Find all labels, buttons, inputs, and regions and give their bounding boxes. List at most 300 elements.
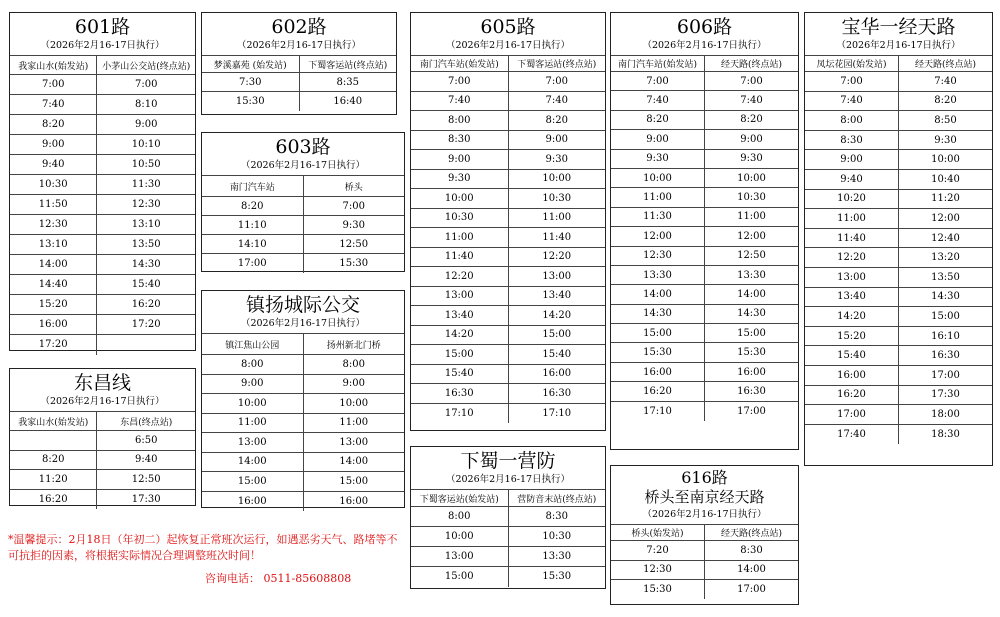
departure-time: 13:40: [411, 306, 508, 326]
table-row: [805, 150, 992, 170]
return-time: 13:00: [508, 267, 605, 287]
timetable-title: 603路: [275, 136, 331, 158]
return-time: 10:30: [705, 188, 799, 207]
departure-time: 11:50: [10, 195, 97, 215]
return-time: 7:40: [899, 72, 993, 92]
return-time: 12:00: [899, 209, 993, 229]
departure-time: 8:00: [805, 111, 899, 131]
table-row: [611, 541, 798, 561]
table-row: [611, 362, 798, 381]
departure-time: 15:20: [10, 295, 97, 315]
table-row: [611, 401, 798, 420]
header-row: [10, 56, 195, 75]
table-row: [611, 91, 798, 110]
timetable-zhenyang: [201, 290, 405, 508]
departure-time: 16:30: [411, 384, 508, 404]
return-time: 13:50: [899, 267, 993, 287]
terminal-station-header: 扬州新北门桥: [303, 334, 404, 355]
notice-tip: *温馨提示：2月18日（年初二）起恢复正常班次运行，如遇恶劣天气、路堵等不可抗拒的因素，将根据实际情况合理调整班次时间！: [8, 533, 398, 562]
terminal-station-header: 东昌(终点站): [97, 412, 195, 431]
return-time: 10:10: [97, 135, 195, 155]
return-time: 8:35: [299, 73, 396, 92]
timetable-subtitle: （2026年2月16-17日执行）: [836, 40, 961, 51]
departure-time: 12:30: [611, 560, 705, 580]
table-row: [805, 72, 992, 92]
table-row: [10, 75, 195, 95]
return-time: 13:20: [899, 248, 993, 268]
departure-time: 8:30: [805, 130, 899, 150]
departure-time: 11:00: [202, 413, 303, 433]
departure-time: 13:00: [411, 547, 508, 567]
departure-time: [10, 431, 97, 451]
departure-time: 15:40: [805, 346, 899, 366]
departure-time: 11:00: [611, 188, 705, 207]
table-row: [805, 130, 992, 150]
table-row: [411, 267, 605, 287]
table-row: [411, 547, 605, 567]
table-row: [202, 92, 396, 111]
departure-time: 14:00: [202, 452, 303, 472]
terminal-station-header: 桥头: [303, 176, 404, 197]
departure-time: 12:20: [805, 248, 899, 268]
departure-time: 7:00: [611, 72, 705, 91]
departure-time: 9:00: [805, 150, 899, 170]
table-row: [10, 95, 195, 115]
header-row: [202, 56, 396, 73]
return-time: 12:50: [303, 235, 404, 254]
return-time: 8:10: [97, 95, 195, 115]
return-time: 8:20: [899, 91, 993, 111]
table-row: [10, 115, 195, 135]
return-time: 7:00: [303, 197, 404, 216]
departure-time: 14:20: [411, 325, 508, 345]
table-row: [805, 189, 992, 209]
timetable-xiashu: [410, 446, 606, 589]
return-time: 9:30: [508, 150, 605, 170]
return-time: 16:00: [508, 364, 605, 384]
return-time: 12:20: [508, 247, 605, 267]
return-time: 11:00: [508, 208, 605, 228]
departure-time: 11:30: [611, 207, 705, 226]
departure-time: 17:00: [805, 405, 899, 425]
return-time: 9:00: [97, 115, 195, 135]
header-row: [202, 334, 404, 355]
departure-time: 9:40: [10, 155, 97, 175]
table-row: [202, 73, 396, 92]
departure-time: 17:00: [202, 254, 303, 273]
departure-time: 8:20: [10, 450, 97, 470]
return-time: 16:30: [705, 382, 799, 401]
table-row: [411, 567, 605, 587]
departure-time: 8:00: [411, 111, 508, 131]
timetable-subtitle: （2026年2月16-17日执行）: [445, 474, 571, 485]
return-time: 17:30: [899, 385, 993, 405]
table-row: [10, 431, 195, 451]
departure-time: 12:00: [611, 227, 705, 246]
departure-time: 12:20: [411, 267, 508, 287]
return-time: 16:00: [705, 362, 799, 381]
header-row: [805, 56, 992, 72]
header-row: [611, 525, 798, 541]
table-row: [411, 527, 605, 547]
table-row: [202, 235, 404, 254]
table-row: [10, 235, 195, 255]
return-time: 17:20: [97, 315, 195, 335]
table-row: [411, 345, 605, 365]
departure-station-header: 凤坛花园(始发站): [805, 56, 899, 72]
header-row: [411, 56, 605, 72]
departure-time: 13:00: [805, 267, 899, 287]
return-time: 15:30: [705, 343, 799, 362]
return-time: 17:30: [97, 489, 195, 509]
departure-time: 14:10: [202, 235, 303, 254]
table-row: [411, 208, 605, 228]
return-time: 10:50: [97, 155, 195, 175]
return-time: 14:30: [705, 304, 799, 323]
timetable-subtitle: （2026年2月16-17日执行）: [240, 318, 366, 329]
schedule-table: [202, 55, 396, 111]
departure-time: 17:10: [411, 403, 508, 423]
return-time: 16:40: [299, 92, 396, 111]
table-row: [805, 91, 992, 111]
departure-time: 13:30: [611, 265, 705, 284]
table-row: [611, 110, 798, 129]
return-time: 18:30: [899, 424, 993, 444]
return-time: 13:30: [508, 547, 605, 567]
departure-time: 14:30: [611, 304, 705, 323]
departure-time: 7:20: [611, 541, 705, 561]
departure-time: 10:30: [411, 208, 508, 228]
schedule-table: [202, 175, 404, 273]
schedule-table: [805, 55, 992, 444]
return-time: 10:00: [303, 394, 404, 414]
table-row: [805, 405, 992, 425]
timetable-subtitle: （2026年2月16-17日执行）: [236, 40, 362, 51]
table-row: [411, 403, 605, 423]
schedule-table: [411, 55, 605, 423]
return-time: 10:40: [899, 169, 993, 189]
departure-time: 16:20: [10, 489, 97, 509]
departure-station-header: 南门汽车站(始发站): [611, 56, 705, 72]
return-time: 8:30: [508, 507, 605, 527]
departure-time: 12:30: [611, 246, 705, 265]
table-row: [611, 285, 798, 304]
departure-station-header: 南门汽车站(始发站): [411, 56, 508, 72]
schedule-table: [10, 411, 195, 509]
terminal-station-header: 经天路(终点站): [705, 56, 799, 72]
table-row: [10, 275, 195, 295]
departure-time: 14:20: [805, 307, 899, 327]
return-time: 9:40: [97, 450, 195, 470]
departure-station-header: 梦溪嘉苑 (始发站): [202, 56, 299, 73]
departure-time: 16:00: [611, 362, 705, 381]
departure-time: 9:40: [805, 169, 899, 189]
departure-time: 7:40: [611, 91, 705, 110]
table-row: [805, 385, 992, 405]
return-time: 18:00: [899, 405, 993, 425]
return-time: 15:00: [508, 325, 605, 345]
header-row: [202, 176, 404, 197]
return-time: 14:00: [705, 285, 799, 304]
departure-time: 17:40: [805, 424, 899, 444]
return-time: 10:30: [508, 527, 605, 547]
departure-time: 15:00: [202, 472, 303, 492]
table-row: [611, 149, 798, 168]
table-row: [411, 228, 605, 248]
timetable-subtitle: （2026年2月16-17日执行）: [642, 40, 767, 51]
timetable-title: 606路: [676, 16, 733, 38]
table-row: [611, 560, 798, 580]
table-row: [611, 324, 798, 343]
return-time: 12:00: [705, 227, 799, 246]
table-row: [611, 207, 798, 226]
departure-time: 8:20: [611, 110, 705, 129]
departure-time: 17:20: [10, 335, 97, 355]
departure-time: 15:00: [411, 345, 508, 365]
table-row: [10, 315, 195, 335]
table-row: [805, 287, 992, 307]
timetable-title: 宝华一经天路: [841, 16, 956, 38]
table-row: [10, 155, 195, 175]
timetable-title: 605路: [480, 16, 536, 38]
return-time: 17:00: [705, 401, 799, 420]
table-row: [611, 72, 798, 91]
departure-time: 13:40: [805, 287, 899, 307]
terminal-station-header: 经天路(终点站): [705, 525, 799, 541]
timetable-subtitle: （2026年2月16-17日执行）: [642, 509, 767, 520]
table-row: [805, 111, 992, 131]
departure-time: 17:10: [611, 401, 705, 420]
departure-time: 9:00: [202, 374, 303, 394]
timetable-605: [410, 12, 606, 431]
timetable-baohua: [804, 12, 993, 466]
table-row: [411, 169, 605, 189]
table-row: [805, 267, 992, 287]
return-time: 13:40: [508, 286, 605, 306]
timetable-601: [9, 12, 196, 351]
table-row: [611, 580, 798, 600]
return-time: 7:00: [705, 72, 799, 91]
departure-time: 15:00: [611, 324, 705, 343]
departure-time: 7:30: [202, 73, 299, 92]
table-row: [805, 307, 992, 327]
departure-time: 14:40: [10, 275, 97, 295]
timetable-subtitle: （2026年2月16-17日执行）: [40, 40, 165, 51]
table-row: [411, 325, 605, 345]
table-row: [202, 452, 404, 472]
table-row: [10, 295, 195, 315]
table-row: [611, 246, 798, 265]
table-row: [611, 304, 798, 323]
return-time: 9:00: [705, 130, 799, 149]
departure-time: 10:00: [411, 189, 508, 209]
return-time: 9:00: [303, 374, 404, 394]
return-time: 16:30: [508, 384, 605, 404]
table-row: [805, 326, 992, 346]
departure-time: 13:00: [411, 286, 508, 306]
timetable-603: [201, 132, 405, 272]
departure-time: 7:40: [10, 95, 97, 115]
table-row: [805, 248, 992, 268]
timetable-title: 下蜀一营防: [460, 450, 556, 472]
table-row: [611, 130, 798, 149]
departure-time: 11:20: [10, 470, 97, 490]
return-time: 15:30: [508, 567, 605, 587]
return-time: 14:00: [303, 452, 404, 472]
departure-time: 11:00: [805, 209, 899, 229]
departure-time: 9:00: [10, 135, 97, 155]
table-row: [611, 168, 798, 187]
table-row: [202, 394, 404, 414]
timetable-title: 镇扬城际公交: [245, 294, 360, 316]
departure-time: 16:20: [805, 385, 899, 405]
table-row: [411, 111, 605, 131]
table-row: [611, 227, 798, 246]
departure-time: 7:40: [411, 91, 508, 111]
return-time: 17:00: [899, 365, 993, 385]
return-time: 7:00: [508, 72, 605, 92]
terminal-station-header: 下蜀客运站(终点站): [508, 56, 605, 72]
return-time: 14:00: [705, 560, 799, 580]
timetable-title-route: 桥头至南京经天路: [644, 488, 765, 506]
table-row: [10, 175, 195, 195]
return-time: 13:30: [705, 265, 799, 284]
table-row: [611, 343, 798, 362]
timetable-title: 616路: [681, 468, 728, 487]
table-row: [10, 450, 195, 470]
table-row: [202, 433, 404, 453]
return-time: 11:00: [303, 413, 404, 433]
schedule-table: [611, 524, 798, 599]
departure-station-header: 我家山水(始发站): [10, 56, 97, 75]
return-time: 8:20: [705, 110, 799, 129]
table-row: [411, 306, 605, 326]
table-row: [202, 355, 404, 375]
timetable-title: 602路: [271, 16, 327, 38]
departure-time: 16:00: [805, 365, 899, 385]
return-time: 7:00: [97, 75, 195, 95]
table-row: [805, 365, 992, 385]
table-row: [411, 247, 605, 267]
departure-station-header: 桥头(始发站): [611, 525, 705, 541]
return-time: 7:40: [705, 91, 799, 110]
departure-time: 9:30: [411, 169, 508, 189]
header-row: [411, 490, 605, 507]
return-time: 15:00: [899, 307, 993, 327]
table-row: [611, 188, 798, 207]
return-time: 10:00: [508, 169, 605, 189]
departure-time: 15:00: [411, 567, 508, 587]
departure-time: 15:30: [202, 92, 299, 111]
departure-station-header: 我家山水(始发站): [10, 412, 97, 431]
table-row: [411, 507, 605, 527]
departure-time: 9:00: [411, 150, 508, 170]
terminal-station-header: 小茅山公交站(终点站): [97, 56, 195, 75]
return-time: 9:30: [303, 216, 404, 235]
departure-time: 9:00: [611, 130, 705, 149]
return-time: 8:30: [705, 541, 799, 561]
return-time: 9:00: [508, 130, 605, 150]
departure-time: 7:00: [805, 72, 899, 92]
departure-time: 15:30: [611, 343, 705, 362]
schedule-table: [411, 489, 605, 587]
return-time: 15:40: [97, 275, 195, 295]
return-time: 11:30: [97, 175, 195, 195]
return-time: 12:30: [97, 195, 195, 215]
header-row: [10, 412, 195, 431]
table-row: [10, 335, 195, 355]
departure-time: 10:00: [611, 168, 705, 187]
table-row: [411, 286, 605, 306]
return-time: 13:10: [97, 215, 195, 235]
schedule-table: [202, 333, 404, 511]
departure-time: 14:00: [611, 285, 705, 304]
departure-time: 16:00: [202, 491, 303, 511]
departure-time: 16:00: [10, 315, 97, 335]
header-row: [611, 56, 798, 72]
departure-time: 10:00: [411, 527, 508, 547]
return-time: 8:50: [899, 111, 993, 131]
return-time: 11:00: [705, 207, 799, 226]
table-row: [10, 215, 195, 235]
departure-time: 16:20: [611, 382, 705, 401]
schedule-table: [611, 55, 798, 421]
return-time: 12:50: [705, 246, 799, 265]
return-time: 13:00: [303, 433, 404, 453]
departure-time: 10:20: [805, 189, 899, 209]
return-time: 15:40: [508, 345, 605, 365]
return-time: 11:20: [899, 189, 993, 209]
table-row: [411, 72, 605, 92]
schedule-table: [10, 55, 195, 355]
terminal-station-header: 下蜀客运站(终点站): [299, 56, 396, 73]
timetable-616: [610, 465, 799, 605]
timetable-subtitle: （2026年2月16-17日执行）: [445, 40, 571, 51]
return-time: [97, 335, 195, 355]
terminal-station-header: 经天路(终点站): [899, 56, 993, 72]
departure-time: 8:20: [202, 197, 303, 216]
return-time: 17:10: [508, 403, 605, 423]
table-row: [805, 209, 992, 229]
table-row: [10, 195, 195, 215]
departure-time: 11:10: [202, 216, 303, 235]
timetable-subtitle: （2026年2月16-17日执行）: [40, 396, 165, 407]
departure-time: 7:00: [10, 75, 97, 95]
table-row: [611, 382, 798, 401]
return-time: 13:50: [97, 235, 195, 255]
departure-time: 10:30: [10, 175, 97, 195]
return-time: 16:20: [97, 295, 195, 315]
departure-time: 9:30: [611, 149, 705, 168]
return-time: 16:00: [303, 491, 404, 511]
departure-time: 11:40: [411, 247, 508, 267]
departure-time: 11:40: [805, 228, 899, 248]
timetable-title: 东昌线: [73, 372, 131, 394]
table-row: [611, 265, 798, 284]
timetable-602: [201, 12, 397, 115]
departure-station-header: 镇江焦山公园: [202, 334, 303, 355]
return-time: 15:00: [705, 324, 799, 343]
return-time: 16:10: [899, 326, 993, 346]
return-time: 17:00: [705, 580, 799, 600]
departure-station-header: 南门汽车站: [202, 176, 303, 197]
return-time: 14:30: [899, 287, 993, 307]
table-row: [202, 216, 404, 235]
table-row: [805, 424, 992, 444]
table-row: [411, 364, 605, 384]
table-row: [202, 374, 404, 394]
table-row: [411, 384, 605, 404]
